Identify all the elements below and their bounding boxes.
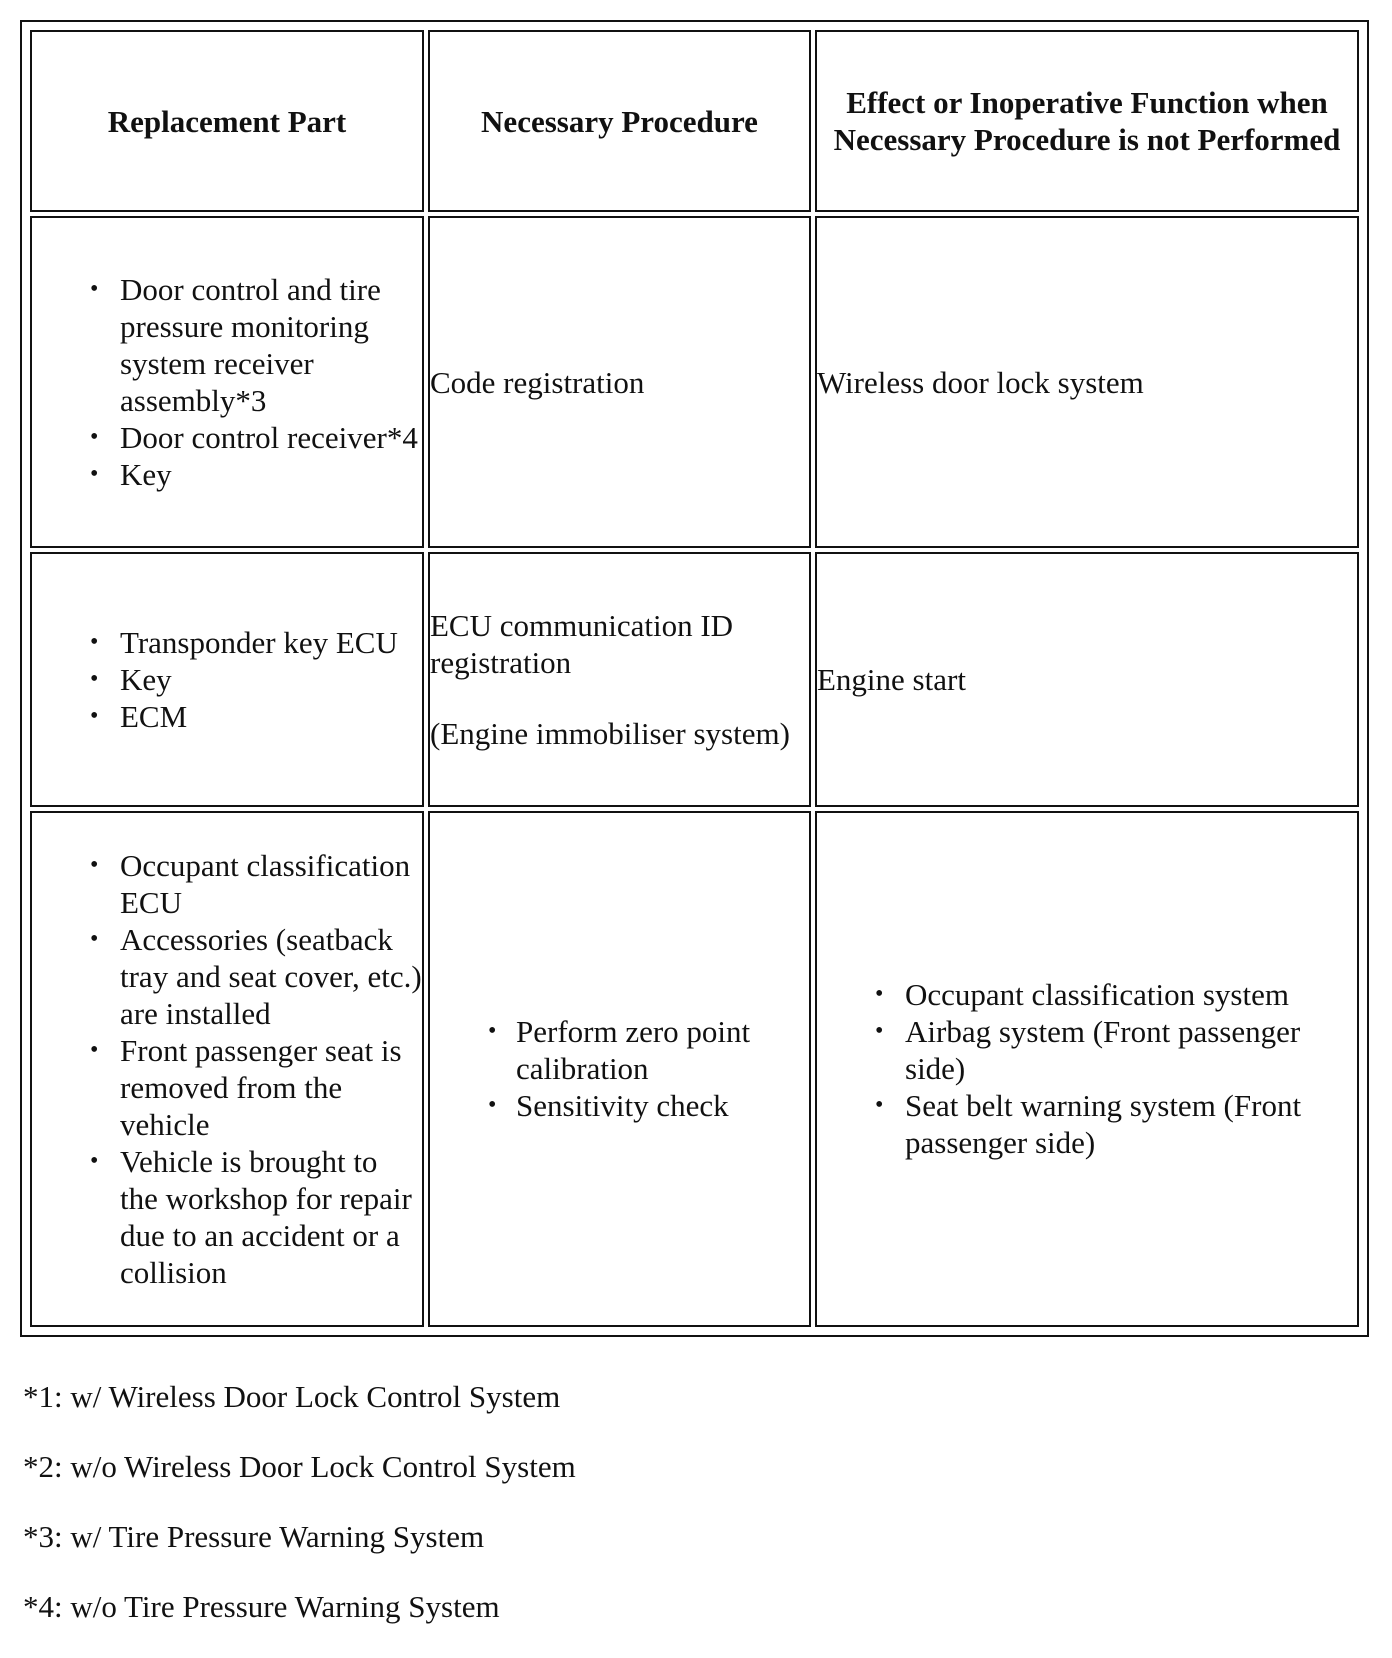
footnote: *4: w/o Tire Pressure Warning System	[23, 1589, 500, 1624]
procedure-line: ECU communication ID registration	[430, 607, 734, 680]
procedure-table-frame	[20, 20, 1369, 1337]
procedure-line: (Engine immobiliser system)	[430, 715, 790, 751]
bullet-icon: •	[90, 702, 99, 729]
bullet-icon: •	[875, 1092, 884, 1119]
procedure-cell	[428, 811, 811, 1327]
parts-cell	[30, 552, 424, 807]
procedure-list	[430, 1013, 809, 1124]
list-item: • Door control receiver*4	[90, 420, 418, 456]
list-item: • Transponder key ECU	[90, 624, 398, 660]
list-item: • Sensitivity check	[488, 1088, 729, 1124]
footnotes	[23, 1378, 576, 1658]
effect-cell: Wireless door lock system	[815, 216, 1359, 548]
list-item: • Front passenger seat is removed from the vehicle	[90, 1032, 402, 1142]
paragraph-gap	[430, 681, 809, 715]
bullet-icon: •	[875, 1018, 884, 1045]
bullet-icon: •	[90, 1036, 99, 1063]
parts-cell	[30, 216, 424, 548]
list-item: • Door control and tire pressure monitoring system receiver assembly*3	[90, 272, 381, 419]
table-row	[30, 811, 1359, 1327]
bullet-icon: •	[875, 981, 884, 1008]
list-item: • Key	[90, 661, 172, 697]
table-header-row	[30, 30, 1359, 212]
parts-list	[32, 624, 422, 735]
list-item: • Accessories (seatback tray and seat cover, etc.) are installed	[90, 921, 422, 1031]
bullet-icon: •	[90, 1147, 99, 1174]
list-item: • Occupant classification ECU	[90, 847, 411, 920]
effect-cell	[815, 811, 1359, 1327]
bullet-icon: •	[90, 424, 99, 451]
bullet-icon: •	[488, 1018, 497, 1045]
effect-list	[817, 976, 1357, 1161]
bullet-icon: •	[90, 851, 99, 878]
list-item: • Perform zero point calibration	[488, 1014, 751, 1087]
procedure-table	[26, 26, 1363, 1331]
parts-cell	[30, 811, 424, 1327]
table-row	[30, 552, 1359, 807]
procedure-cell	[428, 552, 811, 807]
list-item: • Seat belt warning system (Front passenger side)	[875, 1088, 1302, 1161]
bullet-icon: •	[90, 276, 99, 303]
effect-cell: Engine start	[815, 552, 1359, 807]
bullet-icon: •	[90, 461, 99, 488]
procedure-cell: Code registration	[428, 216, 811, 548]
parts-list	[32, 271, 422, 493]
header-effect: Effect or Inoperative Function when Necessary Procedure is not Performed	[815, 30, 1359, 212]
list-item: • Key	[90, 457, 172, 493]
bullet-icon: •	[488, 1092, 497, 1119]
list-item: • ECM	[90, 698, 188, 734]
list-item: • Airbag system (Front passenger side)	[875, 1014, 1301, 1087]
header-replacement-part: Replacement Part	[30, 30, 424, 212]
footnote: *3: w/ Tire Pressure Warning System	[23, 1519, 485, 1554]
footnote: *1: w/ Wireless Door Lock Control System	[23, 1379, 561, 1414]
footnote: *2: w/o Wireless Door Lock Control System	[23, 1449, 576, 1484]
parts-list	[32, 847, 422, 1291]
header-necessary-procedure: Necessary Procedure	[428, 30, 811, 212]
list-item: • Occupant classification system	[875, 977, 1289, 1013]
list-item: • Vehicle is brought to the workshop for repair due to an accident or a collision	[90, 1143, 412, 1290]
bullet-icon: •	[90, 925, 99, 952]
table-row	[30, 216, 1359, 548]
bullet-icon: •	[90, 665, 99, 692]
bullet-icon: •	[90, 628, 99, 655]
